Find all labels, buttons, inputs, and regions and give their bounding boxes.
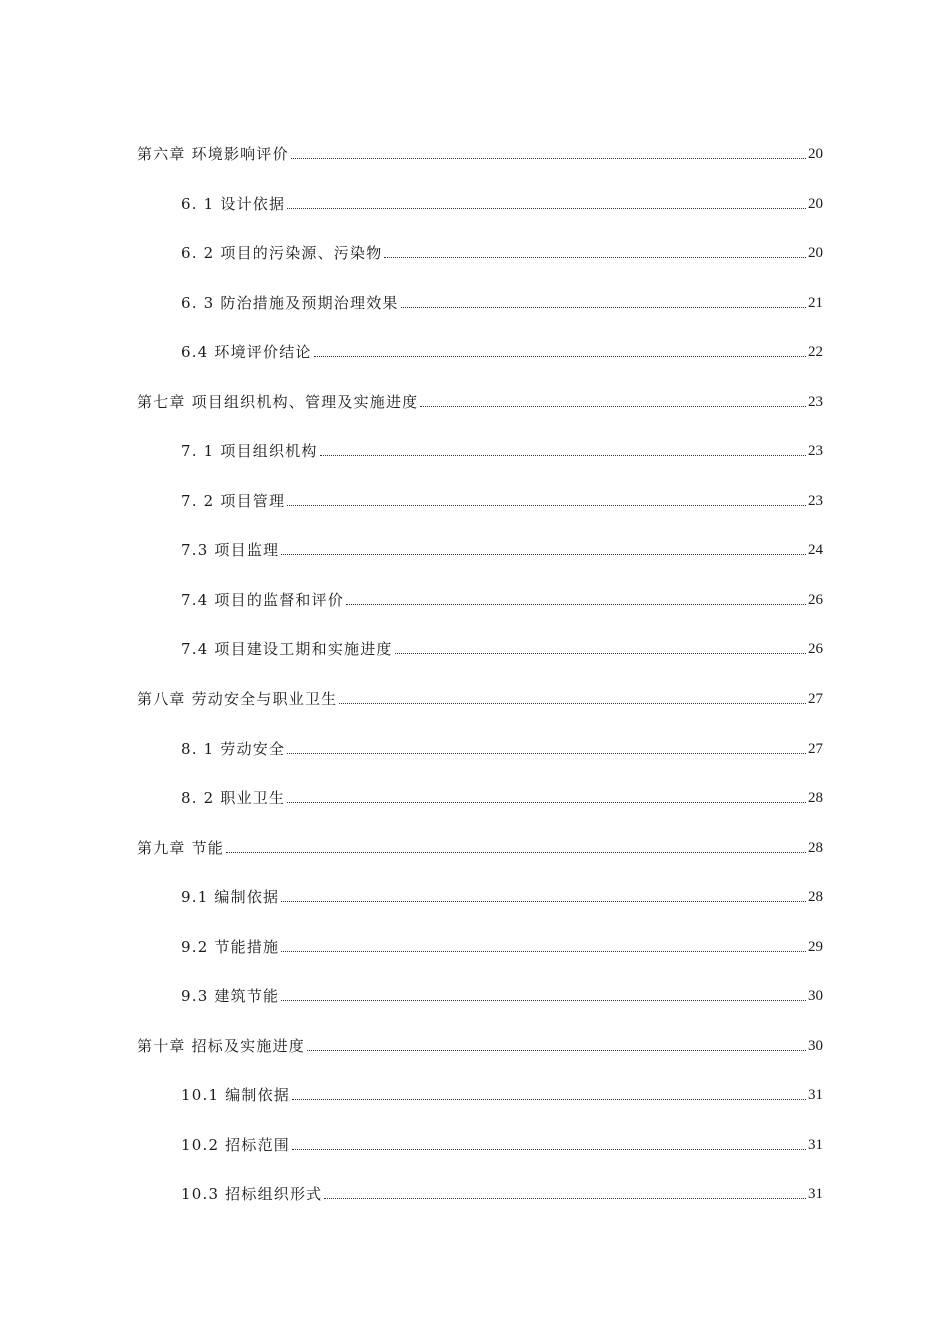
toc-entry-title: 7.4 项目建设工期和实施进度 <box>181 640 393 658</box>
toc-page-number: 23 <box>808 394 823 410</box>
toc-page-number: 31 <box>808 1186 823 1202</box>
toc-page-number: 23 <box>808 443 823 459</box>
toc-dot-leader <box>401 307 806 308</box>
toc-entry-6-2[interactable] <box>181 238 823 262</box>
toc-page-number: 24 <box>808 542 823 558</box>
toc-dot-leader <box>287 505 806 506</box>
toc-page-number: 20 <box>808 245 823 261</box>
toc-page-number: 29 <box>808 939 823 955</box>
toc-page-number: 20 <box>808 146 823 162</box>
toc-page-number: 30 <box>808 988 823 1004</box>
toc-entry-title: 6.4 环境评价结论 <box>181 343 312 361</box>
toc-entry-chapter-10[interactable] <box>137 1031 823 1055</box>
toc-page-number: 20 <box>808 196 823 212</box>
toc-page-number: 27 <box>808 741 823 757</box>
toc-entry-chapter-9[interactable] <box>137 833 823 857</box>
toc-entry-7-2[interactable] <box>181 486 823 510</box>
toc-entry-7-4-a[interactable] <box>181 585 823 609</box>
toc-dot-leader <box>292 1099 806 1100</box>
toc-page-number: 31 <box>808 1087 823 1103</box>
toc-entry-10-2[interactable] <box>181 1130 823 1154</box>
toc-dot-leader <box>384 257 806 258</box>
toc-entry-title: 9.3 建筑节能 <box>181 987 280 1005</box>
toc-entry-10-3[interactable] <box>181 1179 823 1203</box>
toc-entry-7-4-b[interactable] <box>181 634 823 658</box>
toc-page-number: 31 <box>808 1137 823 1153</box>
toc-page-number: 30 <box>808 1038 823 1054</box>
toc-entry-chapter-6[interactable] <box>137 139 823 163</box>
toc-entry-6-1[interactable] <box>181 189 823 213</box>
toc-page-number: 21 <box>808 295 823 311</box>
toc-entry-title: 第七章 项目组织机构、管理及实施进度 <box>137 393 419 411</box>
toc-entry-10-1[interactable] <box>181 1080 823 1104</box>
toc-entry-title: 6. 1 设计依据 <box>181 195 286 213</box>
toc-entry-7-3[interactable] <box>181 535 823 559</box>
toc-dot-leader <box>287 753 806 754</box>
toc-entry-chapter-7[interactable] <box>137 387 823 411</box>
toc-dot-leader <box>420 406 806 407</box>
toc-dot-leader <box>395 653 806 654</box>
toc-entry-title: 7.4 项目的监督和评价 <box>181 591 345 609</box>
toc-dot-leader <box>226 852 806 853</box>
toc-entry-title: 10.1 编制依据 <box>181 1086 290 1104</box>
toc-dot-leader <box>324 1198 806 1199</box>
toc-entry-title: 第九章 节能 <box>137 839 224 857</box>
toc-page-number: 26 <box>808 641 823 657</box>
toc-entry-title: 第十章 招标及实施进度 <box>137 1037 305 1055</box>
toc-entry-title: 9.2 节能措施 <box>181 938 280 956</box>
toc-dot-leader <box>307 1050 806 1051</box>
toc-entry-7-1[interactable] <box>181 436 823 460</box>
toc-dot-leader <box>287 802 806 803</box>
toc-dot-leader <box>281 951 806 952</box>
toc-dot-leader <box>281 901 806 902</box>
toc-entry-8-1[interactable] <box>181 734 823 758</box>
toc-page-number: 28 <box>808 889 823 905</box>
toc-page-number: 27 <box>808 691 823 707</box>
toc-entry-title: 7. 2 项目管理 <box>181 492 286 510</box>
toc-entry-8-2[interactable] <box>181 783 823 807</box>
toc-entry-title: 7. 1 项目组织机构 <box>181 442 318 460</box>
toc-page-number: 22 <box>808 344 823 360</box>
toc-dot-leader <box>281 554 806 555</box>
toc-entry-title: 第八章 劳动安全与职业卫生 <box>137 690 338 708</box>
toc-entry-title: 8. 2 职业卫生 <box>181 789 286 807</box>
toc-dot-leader <box>291 158 806 159</box>
toc-entry-9-3[interactable] <box>181 981 823 1005</box>
toc-dot-leader <box>339 703 806 704</box>
toc-entry-9-2[interactable] <box>181 932 823 956</box>
toc-dot-leader <box>292 1149 806 1150</box>
toc-entry-title: 6. 2 项目的污染源、污染物 <box>181 244 383 262</box>
toc-page-number: 26 <box>808 592 823 608</box>
toc-dot-leader <box>287 208 806 209</box>
toc-entry-9-1[interactable] <box>181 882 823 906</box>
toc-entry-title: 10.2 招标范围 <box>181 1136 290 1154</box>
toc-page-number: 28 <box>808 840 823 856</box>
toc-entry-chapter-8[interactable] <box>137 684 823 708</box>
toc-entry-title: 10.3 招标组织形式 <box>181 1185 323 1203</box>
toc-dot-leader <box>314 356 806 357</box>
toc-page-number: 23 <box>808 493 823 509</box>
toc-dot-leader <box>281 1000 806 1001</box>
toc-entry-6-3[interactable] <box>181 288 823 312</box>
toc-entry-title: 7.3 项目监理 <box>181 541 280 559</box>
toc-entry-title: 9.1 编制依据 <box>181 888 280 906</box>
toc-dot-leader <box>320 455 806 456</box>
toc-page-number: 28 <box>808 790 823 806</box>
toc-entry-title: 第六章 环境影响评价 <box>137 145 289 163</box>
toc-entry-6-4[interactable] <box>181 337 823 361</box>
toc-entry-title: 8. 1 劳动安全 <box>181 740 286 758</box>
toc-dot-leader <box>346 604 806 605</box>
toc-entry-title: 6. 3 防治措施及预期治理效果 <box>181 294 399 312</box>
